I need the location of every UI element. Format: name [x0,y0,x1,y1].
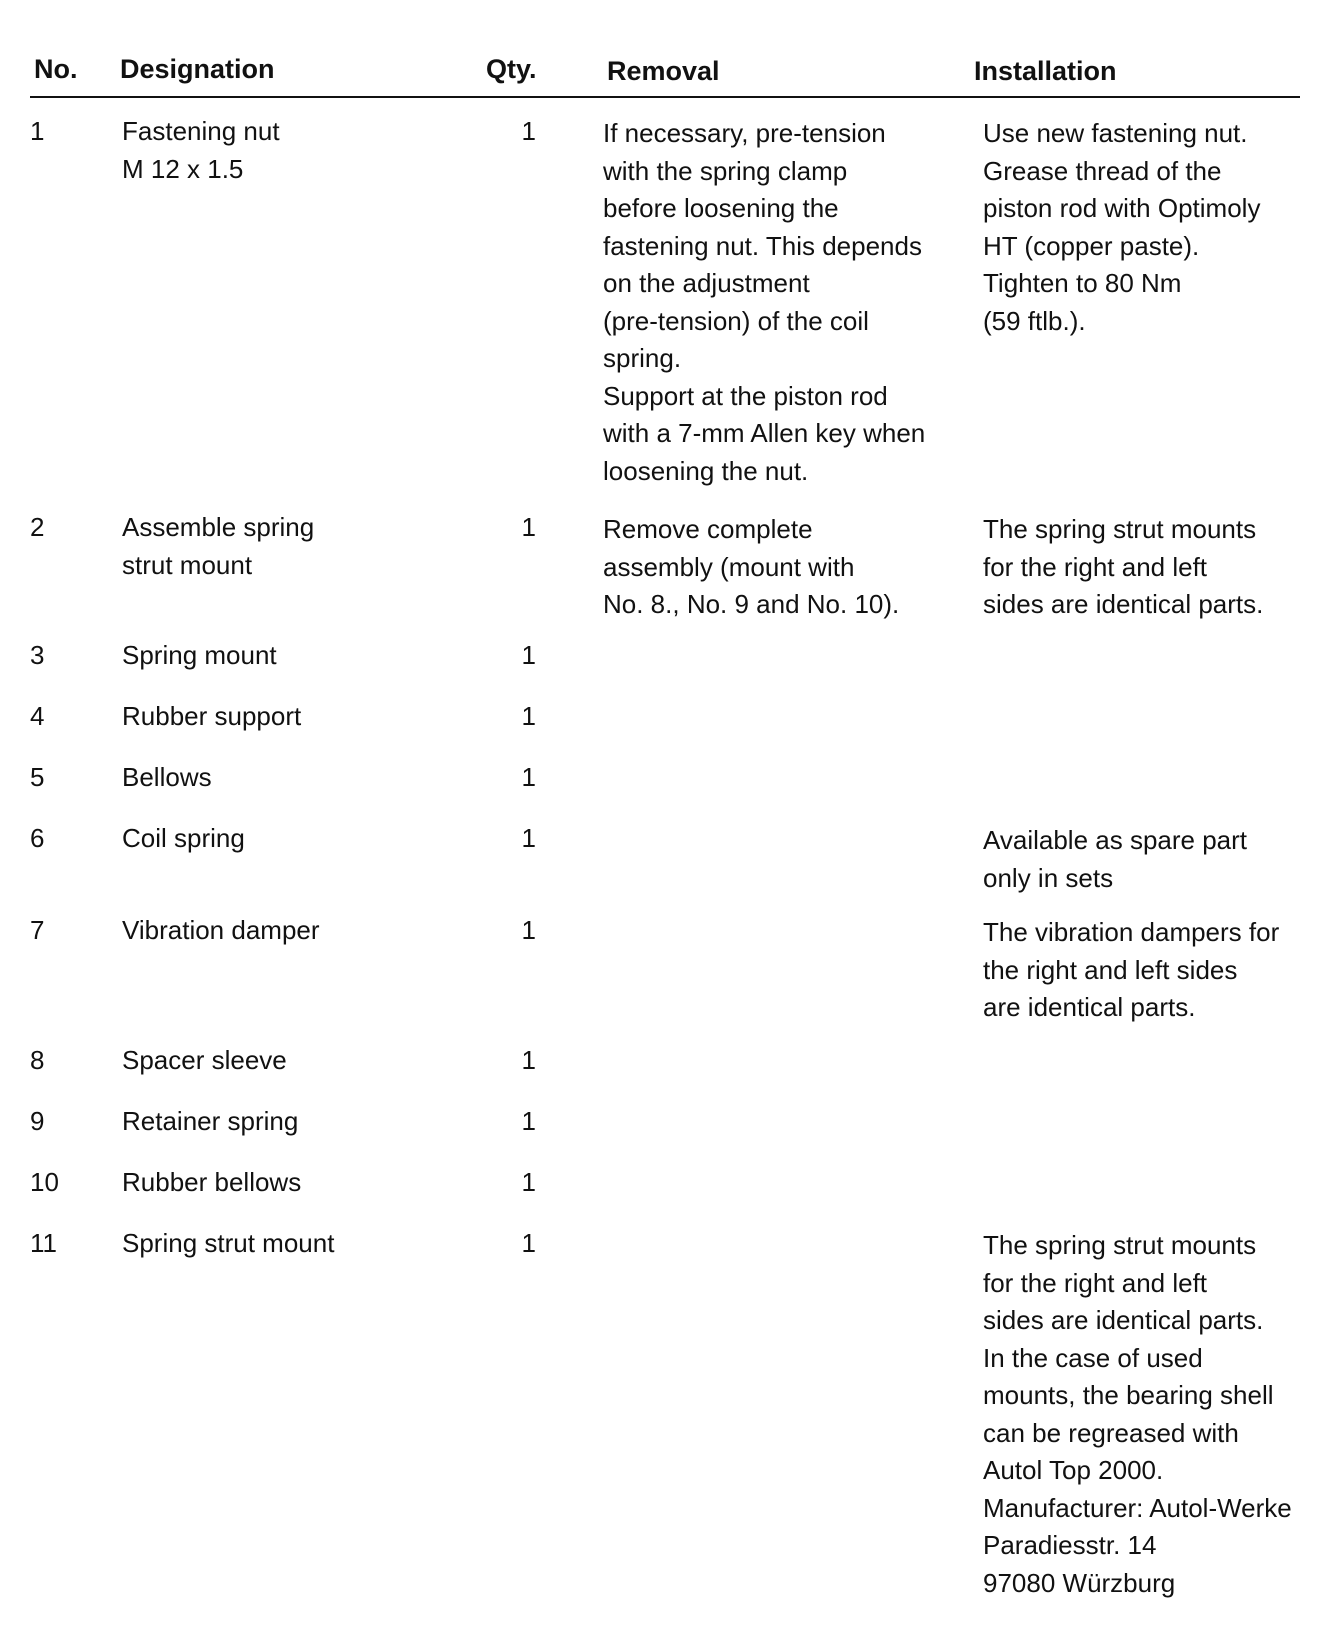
row-no: 1 [30,116,45,146]
row-no: 10 [30,1167,59,1197]
row-no: 4 [30,701,45,731]
table-header [30,44,1300,98]
row-no: 9 [30,1106,45,1136]
row-designation: Assemble spring strut mount [122,512,315,580]
row-qty: 1 [521,1106,536,1136]
row-no: 8 [30,1045,45,1075]
row-no: 5 [30,762,45,792]
row-installation: The spring strut mounts for the right and left sides are identical parts. [983,514,1264,619]
row-qty: 1 [521,512,536,542]
row-no: 6 [30,823,45,853]
row-no: 2 [30,512,45,542]
row-qty: 1 [521,915,536,945]
row-designation: Retainer spring [122,1106,299,1136]
row-installation: The spring strut mounts for the right and left sides are identical parts. In the case of used mounts, the bearing shell can be regreased with Autol Top 2000. Manufacturer: Autol-Werke Paradiesstr. 14 97080 Würzburg [983,1230,1292,1598]
row-no: 7 [30,915,45,945]
row-qty: 1 [521,1167,536,1197]
row-designation: Rubber bellows [122,1167,302,1197]
row-designation: Spacer sleeve [122,1045,287,1075]
row-designation: Bellows [122,762,212,792]
row-designation: Coil spring [122,823,245,853]
row-no: 11 [30,1228,57,1258]
row-installation: The vibration dampers for the right and left sides are identical parts. [983,917,1280,1022]
header-designation: Designation [120,54,275,84]
row-removal: Remove complete assembly (mount with No. 8., No. 9 and No. 10). [603,514,900,619]
row-qty: 1 [521,823,536,853]
row-qty: 1 [521,116,536,146]
header-installation: Installation [974,56,1117,86]
header-qty: Qty. [486,54,537,84]
row-qty: 1 [521,1045,536,1075]
row-designation: Vibration damper [122,915,320,945]
row-designation: Fastening nut M 12 x 1.5 [122,116,280,184]
row-designation: Spring mount [122,640,277,670]
row-designation: Spring strut mount [122,1228,335,1258]
row-removal: If necessary, pre-tension with the spring clamp before loosening the fastening nut. This depends on the adjustment (pre-tension) of the coil spring. Support at the piston rod with a 7-mm Allen key when loosening the nut. [603,118,926,486]
header-removal: Removal [607,56,720,86]
row-qty: 1 [521,701,536,731]
row-qty: 1 [521,762,536,792]
row-no: 3 [30,640,45,670]
row-qty: 1 [521,640,536,670]
header-no: No. [34,54,78,84]
row-designation: Rubber support [122,701,302,731]
row-installation: Use new fastening nut. Grease thread of the piston rod with Optimoly HT (copper paste). Tighten to 80 Nm (59 ftlb.). [983,118,1261,336]
row-installation: Available as spare part only in sets [983,825,1248,893]
row-qty: 1 [521,1228,536,1258]
